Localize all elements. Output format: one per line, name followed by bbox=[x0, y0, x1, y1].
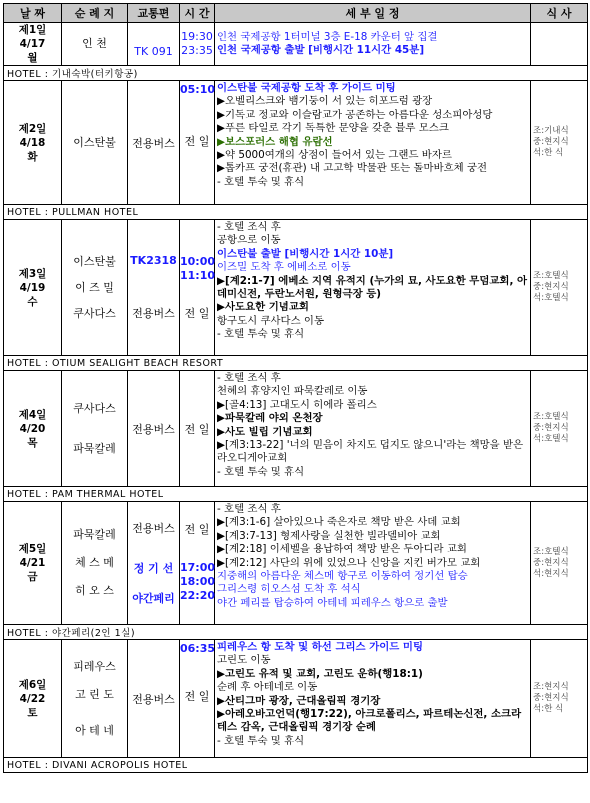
time-value: 17:00 bbox=[180, 561, 216, 574]
meal-item: 조:기내식 bbox=[533, 126, 569, 136]
meal-cell bbox=[531, 220, 588, 356]
day-date: 4/17 bbox=[19, 38, 46, 50]
day-weekday: 목 bbox=[27, 436, 38, 449]
meal-item: 중:현지식 bbox=[533, 557, 569, 568]
day-weekday: 토 bbox=[27, 706, 38, 719]
day-row bbox=[4, 81, 588, 205]
place-name: 아 테 네 bbox=[75, 723, 114, 737]
hotel-info: HOTEL : PULLMAN HOTEL bbox=[4, 205, 588, 220]
transport-name: TK 091 bbox=[134, 44, 173, 58]
schedule-line: - 호텔 투숙 및 휴식 bbox=[217, 175, 305, 188]
header-time: 시 간 bbox=[180, 4, 215, 23]
meal-item: 중:현지식 bbox=[533, 423, 569, 433]
day-number: 제1일 bbox=[18, 24, 47, 36]
time-value: 전 일 bbox=[184, 523, 210, 536]
transport-cell bbox=[128, 640, 180, 758]
header-row bbox=[4, 4, 588, 23]
place-name: 히 오 스 bbox=[75, 584, 114, 597]
schedule-line: 항구도시 쿠사다스 이동 bbox=[217, 314, 324, 327]
schedule-line: ▶약 5000여개의 상점이 들어서 있는 그랜드 바자르 bbox=[217, 149, 452, 162]
header-schedule: 세 부 일 정 bbox=[215, 4, 531, 23]
schedule-line: - 호텔 조식 후 bbox=[217, 503, 281, 515]
time-value: 05:10 bbox=[180, 83, 216, 96]
header-place: 순 례 지 bbox=[62, 4, 128, 23]
schedule-line: 이즈밀 도착 후 에베소로 이동 bbox=[217, 261, 351, 274]
hotel-row bbox=[4, 205, 588, 220]
day-date: 4/21 bbox=[19, 557, 46, 569]
schedule-line: ▶고린도 유적 및 교회, 고린도 운하(행18:1) bbox=[217, 667, 423, 680]
hotel-info: HOTEL : 야간페리(2인 1실) bbox=[4, 625, 588, 640]
meal-cell bbox=[531, 81, 588, 205]
transport-name: 전용버스 bbox=[132, 422, 175, 436]
hotel-row bbox=[4, 758, 588, 773]
schedule-line: 순례 후 아테네로 이동 bbox=[217, 681, 318, 694]
day-weekday: 화 bbox=[27, 150, 38, 163]
schedule-line: ▶[계3:7-13] 형제사랑을 실천한 빌라델비아 교회 bbox=[217, 529, 441, 542]
day-cell bbox=[4, 81, 62, 205]
day-number: 제3일 bbox=[18, 267, 47, 280]
time-value: 전 일 bbox=[184, 422, 210, 436]
place-name: 이스탄불 bbox=[73, 135, 116, 149]
schedule-line: - 호텔 조식 후 bbox=[217, 372, 281, 384]
schedule-line: ▶[계3:13-22] '너의 믿음이 차지도 덥지도 않으니'라는 책망을 받은 라오디게아교회 bbox=[217, 439, 524, 465]
place-name: 이 즈 밀 bbox=[75, 280, 114, 294]
place-cell bbox=[62, 81, 128, 205]
schedule-cell bbox=[215, 81, 531, 205]
schedule-cell bbox=[215, 23, 531, 66]
hotel-info: HOTEL : DIVANI ACROPOLIS HOTEL bbox=[4, 758, 588, 773]
schedule-line: ▶파묵칼레 야외 온천장 bbox=[217, 412, 323, 425]
meal-item: 석:한 식 bbox=[533, 148, 564, 158]
transport-name: TK2318 bbox=[130, 254, 177, 267]
meal-cell bbox=[531, 640, 588, 758]
schedule-line: 이스탄불 출발 [비행시간 1시간 10분] bbox=[217, 247, 394, 260]
day-number: 제6일 bbox=[18, 678, 47, 691]
time-value: 전 일 bbox=[184, 690, 210, 703]
schedule-line: ▶기독교 정교와 이슬람교가 공존하는 아름다운 성소피아성당 bbox=[217, 108, 493, 121]
schedule-cell bbox=[215, 371, 531, 487]
meal-item: 조:호텔식 bbox=[533, 546, 569, 557]
day-date: 4/22 bbox=[19, 692, 46, 705]
time-value: 전 일 bbox=[184, 135, 210, 148]
day-row bbox=[4, 371, 588, 487]
header-meal: 식 사 bbox=[531, 4, 588, 23]
time-value: 18:00 bbox=[180, 575, 216, 588]
day-row bbox=[4, 502, 588, 625]
place-cell bbox=[62, 640, 128, 758]
schedule-line: ▶오벨리스크와 뱀기둥이 서 있는 히포드럼 광장 bbox=[217, 95, 433, 108]
meal-item: 중:현지식 bbox=[533, 137, 569, 147]
hotel-info: HOTEL : 기내숙박(터키항공) bbox=[4, 66, 588, 81]
schedule-line: ▶산티그마 광장, 근대올림픽 경기장 bbox=[217, 694, 381, 707]
meal-item: 석:호텔식 bbox=[533, 293, 569, 303]
place-name: 이스탄불 bbox=[73, 254, 116, 268]
day-weekday: 수 bbox=[27, 295, 38, 308]
place-cell bbox=[62, 220, 128, 356]
schedule-line: 공항으로 이동 bbox=[217, 234, 281, 247]
transport-name: 전용버스 bbox=[132, 136, 175, 150]
day-cell bbox=[4, 220, 62, 356]
schedule-line: ▶푸른 타일로 각기 독특한 문양을 갖춘 블루 모스크 bbox=[217, 122, 449, 135]
meal-cell bbox=[531, 371, 588, 487]
day-cell bbox=[4, 371, 62, 487]
schedule-line: ▶[계2:12] 사단의 위에 있었으나 신앙을 지킨 버가모 교회 bbox=[217, 556, 481, 569]
meal-item: 석:호텔식 bbox=[533, 434, 569, 444]
schedule-line: ▶아레오바고언덕(행17:22), 아크로폴리스, 파르테논신전, 소크라테스 감옥, 근대올림픽 경기장 순례 bbox=[217, 708, 522, 734]
time-cell bbox=[180, 502, 215, 625]
day-cell bbox=[4, 502, 62, 625]
transport-name: 야간페리 bbox=[132, 592, 175, 605]
header-transport: 교통편 bbox=[128, 4, 180, 23]
place-cell bbox=[62, 502, 128, 625]
meal-item: 조:호텔식 bbox=[533, 271, 569, 281]
transport-name: 전용버스 bbox=[132, 307, 175, 320]
day-number: 제5일 bbox=[18, 543, 47, 555]
schedule-line: ▶사도요한 기념교회 bbox=[217, 301, 309, 314]
meal-cell bbox=[531, 502, 588, 625]
schedule-line: 그리스령 히오스섬 도착 후 석식 bbox=[217, 583, 361, 596]
place-cell bbox=[62, 23, 128, 66]
time-value: 10:00 bbox=[180, 254, 216, 268]
time-cell bbox=[180, 640, 215, 758]
header-date: 날 짜 bbox=[4, 4, 62, 23]
time-value: 11:10 bbox=[180, 268, 216, 282]
schedule-line: 인천 국제공항 1터미널 3층 E-18 카운터 앞 집결 bbox=[217, 30, 438, 43]
meal-item: 석:현지식 bbox=[533, 568, 569, 579]
meal-cell bbox=[531, 23, 588, 66]
day-weekday: 금 bbox=[27, 571, 38, 583]
place-name: 파묵칼레 bbox=[73, 528, 116, 541]
schedule-line: 고린도 이동 bbox=[217, 654, 271, 667]
schedule-line: - 호텔 투숙 및 휴식 bbox=[217, 465, 305, 478]
time-value: 06:35 bbox=[180, 642, 216, 655]
place-name: 고 린 도 bbox=[75, 687, 114, 701]
time-cell bbox=[180, 371, 215, 487]
meal-item: 조:호텔식 bbox=[533, 412, 569, 422]
schedule-line: ▶[계2:1-7] 에베소 지역 유적지 (누가의 묘, 사도요한 무덤교회, 아데미신전, 두란노서원, 원형극장 등) bbox=[217, 274, 528, 301]
schedule-line: ▶톱카프 궁전(휴관) 내 고고학 박물관 또는 돌마바흐체 궁전 bbox=[217, 162, 488, 175]
schedule-line: 천혜의 휴양지인 파묵칼레로 이동 bbox=[217, 385, 368, 398]
time-value: 19:30 bbox=[181, 30, 213, 43]
hotel-row bbox=[4, 66, 588, 81]
day-weekday: 월 bbox=[27, 52, 38, 64]
hotel-info: HOTEL : PAM THERMAL HOTEL bbox=[4, 487, 588, 502]
place-name: 쿠사다스 bbox=[73, 306, 116, 320]
transport-cell bbox=[128, 23, 180, 66]
hotel-row bbox=[4, 625, 588, 640]
itinerary-table bbox=[3, 3, 588, 773]
hotel-info: HOTEL : OTIUM SEALIGHT BEACH RESORT bbox=[4, 356, 588, 371]
schedule-line: 피레우스 항 도착 및 하선 그리스 가이드 미팅 bbox=[217, 641, 423, 653]
place-name: 쿠사다스 bbox=[73, 401, 116, 415]
meal-item: 석:한 식 bbox=[533, 704, 564, 714]
day-row bbox=[4, 220, 588, 356]
day-number: 제2일 bbox=[18, 122, 47, 135]
schedule-cell bbox=[215, 640, 531, 758]
transport-cell bbox=[128, 220, 180, 356]
time-cell bbox=[180, 220, 215, 356]
day-cell bbox=[4, 23, 62, 66]
day-number: 제4일 bbox=[18, 408, 47, 421]
transport-name bbox=[128, 31, 179, 45]
schedule-line: ▶[골4:13] 고대도시 히에라 폴리스 bbox=[217, 398, 377, 411]
place-name: 체 스 메 bbox=[75, 556, 114, 569]
place-name: 파묵칼레 bbox=[73, 441, 116, 455]
transport-cell bbox=[128, 502, 180, 625]
day-date: 4/20 bbox=[19, 422, 46, 435]
schedule-line: 지중해의 아름다운 체스메 항구로 이동하여 정기선 탑승 bbox=[217, 570, 468, 583]
schedule-line: ▶사도 빌립 기념교회 bbox=[217, 425, 313, 438]
hotel-row bbox=[4, 487, 588, 502]
schedule-line: ▶[계3:1-6] 살아있으나 죽은자로 책망 받은 사데 교회 bbox=[217, 516, 461, 529]
place-name: 인 천 bbox=[82, 37, 107, 50]
schedule-cell bbox=[215, 220, 531, 356]
transport-cell bbox=[128, 81, 180, 205]
time-value: 23:35 bbox=[181, 44, 213, 57]
day-cell bbox=[4, 640, 62, 758]
transport-name: 전용버스 bbox=[132, 692, 175, 706]
transport-name: 전용버스 bbox=[132, 522, 175, 535]
transport-name: 정 기 선 bbox=[133, 562, 174, 575]
time-value: 전 일 bbox=[184, 306, 210, 320]
schedule-line: - 호텔 조식 후 bbox=[217, 221, 281, 233]
place-cell bbox=[62, 371, 128, 487]
schedule-line: 야간 페리를 탑승하여 아테네 피레우스 항으로 출발 bbox=[217, 596, 448, 609]
hotel-row bbox=[4, 356, 588, 371]
schedule-line: - 호텔 투숙 및 휴식 bbox=[217, 734, 305, 747]
schedule-line: 인천 국제공항 출발 [비행시간 11시간 45분] bbox=[217, 44, 425, 56]
schedule-line: ▶[계2:18] 이세벨을 용납하여 책망 받은 두아디라 교회 bbox=[217, 543, 467, 556]
schedule-line: ▶보스포러스 해협 유람선 bbox=[217, 135, 333, 148]
meal-item: 조:현지식 bbox=[533, 682, 569, 692]
day-row bbox=[4, 640, 588, 758]
place-name: 피레우스 bbox=[73, 659, 116, 673]
time-value: 22:20 bbox=[180, 589, 216, 602]
time-cell bbox=[180, 81, 215, 205]
day-date: 4/18 bbox=[19, 136, 46, 149]
day-row bbox=[4, 23, 588, 66]
transport-cell bbox=[128, 371, 180, 487]
meal-item: 중:현지식 bbox=[533, 282, 569, 292]
schedule-cell bbox=[215, 502, 531, 625]
day-date: 4/19 bbox=[19, 281, 46, 294]
schedule-line: 이스탄불 국제공항 도착 후 가이드 미팅 bbox=[217, 82, 396, 94]
time-cell bbox=[180, 23, 215, 66]
meal-item: 중:현지식 bbox=[533, 693, 569, 703]
schedule-line: - 호텔 투숙 및 휴식 bbox=[217, 328, 305, 341]
